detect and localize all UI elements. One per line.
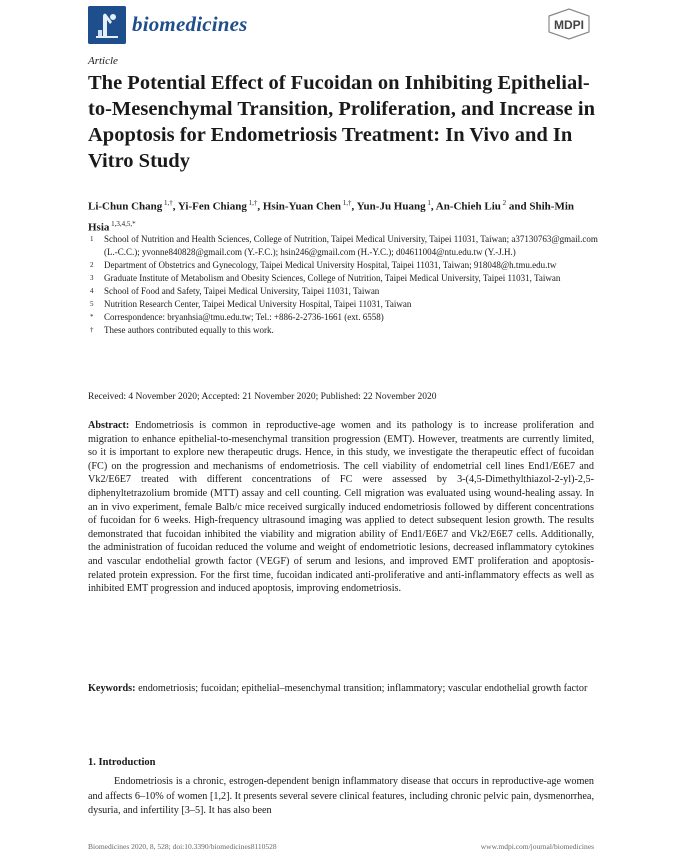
publisher-name: MDPI <box>554 18 584 32</box>
affiliation-item <box>88 285 608 298</box>
affiliation-text: Department of Obstetrics and Gynecology, Taipei Medical University Hospital, Taipei 11031, Taiwan; 918048@h.tmu.edu.tw <box>104 260 557 270</box>
affiliation-item <box>88 272 608 285</box>
affiliations <box>88 233 608 337</box>
affiliation-text: Nutrition Research Center, Taipei Medical University Hospital, Taipei 11031, Taiwan <box>104 299 412 309</box>
mdpi-logo <box>544 8 594 40</box>
affiliation-mark: 3 <box>90 274 94 282</box>
affiliation-mark: † <box>90 326 94 334</box>
author-affiliation-mark: 1 <box>425 199 431 207</box>
affiliation-text: Correspondence: bryanhsia@tmu.edu.tw; Tel.: +886-2-2736-1661 (ext. 6558) <box>104 312 384 322</box>
author-name: An-Chieh Liu <box>435 200 501 213</box>
keywords <box>88 682 594 696</box>
author-name: Li-Chun Chang <box>88 200 163 213</box>
affiliation-item <box>88 259 608 272</box>
paper-title: The Potential Effect of Fucoidan on Inhibiting Epithelial-to-Mesenchymal Transition, Proliferation, and Increase in Apoptosis for Endometriosis Treatment: In Vivo and In Vitro Study <box>88 72 595 172</box>
journal-logo-icon <box>88 6 126 44</box>
keywords-label: Keywords: <box>88 683 136 694</box>
affiliation-text: Graduate Institute of Metabolism and Obesity Sciences, College of Nutrition, Taipei Medical University, Taipei 11031, Taiwan <box>104 273 561 283</box>
author-affiliation-mark: 1,† <box>162 199 173 207</box>
journal-url[interactable]: www.mdpi.com/journal/biomedicines <box>480 842 594 851</box>
author-affiliation-mark: 1,† <box>246 199 258 207</box>
affiliation-text: These authors contributed equally to this work. <box>104 325 274 335</box>
affiliation-item <box>88 311 608 324</box>
author-name: Hsin-Yuan Chen <box>262 200 342 213</box>
author-affiliation-mark: 1,3,4,5,* <box>109 219 136 228</box>
section-heading: 1. Introduction <box>88 757 156 768</box>
affiliation-mark: 5 <box>90 300 94 308</box>
affiliation-item <box>88 233 608 259</box>
affiliation-mark: 1 <box>90 235 94 243</box>
abstract <box>88 419 594 596</box>
author-affiliation-mark: 2 <box>500 199 507 207</box>
introduction-paragraph: Endometriosis is a chronic, estrogen-dependent benign inflammatory disease that occurs in reproductive-age women and affects 6–10% of women [1,2]. It presents several severe clinical features, including chronic pelvic pain, dysmenorrhea, dysuria, and infertility [3–5]. It has also been <box>88 776 594 816</box>
citation-line: Biomedicines 2020, 8, 528; doi:10.3390/biomedicines8110528 <box>88 842 277 851</box>
author-name: Shih-Min Hsia <box>88 200 575 234</box>
author-name: Yi-Fen Chiang <box>177 200 247 213</box>
affiliation-mark: * <box>90 313 94 321</box>
author-list: Li-Chun Chang $^{1,\dagger}$, Yi-Fen Chiang $^{1,\dagger}$, Hsin-Yuan Chen $^{1,\dagger}$, Yun-Ju Huang $^1$, An-Chieh Liu $^2$ and Shih-Min Hsia $^{1,3,4,5,*}$ <box>88 199 575 234</box>
abstract-label: Abstract: <box>88 420 130 431</box>
affiliation-text: School of Food and Safety, Taipei Medical University, Taipei 11031, Taiwan <box>104 286 380 296</box>
author-name: Yun-Ju Huang <box>356 200 426 213</box>
journal-name: biomedicines <box>132 12 248 36</box>
affiliation-mark: 4 <box>90 287 94 295</box>
publication-dates: Received: 4 November 2020; Accepted: 21 November 2020; Published: 22 November 2020 <box>88 392 437 402</box>
article-type: Article <box>88 55 118 67</box>
journal-header <box>88 6 594 46</box>
affiliation-mark: 2 <box>90 261 94 269</box>
keywords-text: endometriosis; fucoidan; epithelial–mesenchymal transition; inflammatory; vascular endothelial growth factor <box>138 683 588 694</box>
affiliation-item <box>88 298 608 311</box>
author-affiliation-mark: 1,† <box>341 199 352 207</box>
abstract-text: Endometriosis is common in reproductive-age women and its pathology is to increase proliferation and migration to enhance epithelial-to-mesenchymal transition progression (EMT). However, treatments are currently limited, so it is important to explore new therapeutic drugs. Hence, in this study, we investigate the therapeutic effect of fucoidan (FC) on the progression and mechanisms of endometriosis. The cell viability of endometrial cell lines End1/E6E7 and Vk2/E6E7 treated with different concentrations of FC were assessed by 3-(4,5-Dimethylthiazol-2-yl)-2,5-diphenyltetrazolium bromide (MTT) assay and cell counting. Cell migration was evaluated using wound-healing assay. In an in vivo experiment, female Balb/c mice received surgically induced endometriosis followed by different concentrations of fucoidan for 6 weeks. High-frequency ultrasound imaging was applied to detect subsequent lesion growth. The results demonstrated that fucoidan inhibited the viability and migration ability of End1/E6E7 and Vk2/E6E7 cells. Additionally, the administration of fucoidan reduced the volume and weight of endometriotic lesions, decreased inflammatory cytokines and vascular endothelial growth factor (VEGF) of serum and lesions, and improved EMT proliferation and apoptosis-related protein expression. For the first time, fucoidan indicated anti-proliferative and anti-inflammatory effects as well as inhibited EMT progression and induced apoptosis, improving endometriosis. <box>88 420 594 595</box>
affiliation-text: School of Nutrition and Health Sciences, College of Nutrition, Taipei Medical University, Taipei 11031, Taiwan; a37130763@gmail.com (L.-C.C.); yvonne840828@gmail.com (Y.-F.C.); hsin246@gmail.com (H.-Y.C.); d04611004@ntu.edu.tw (Y.-J.H.) <box>104 234 598 257</box>
affiliation-item <box>88 324 608 337</box>
